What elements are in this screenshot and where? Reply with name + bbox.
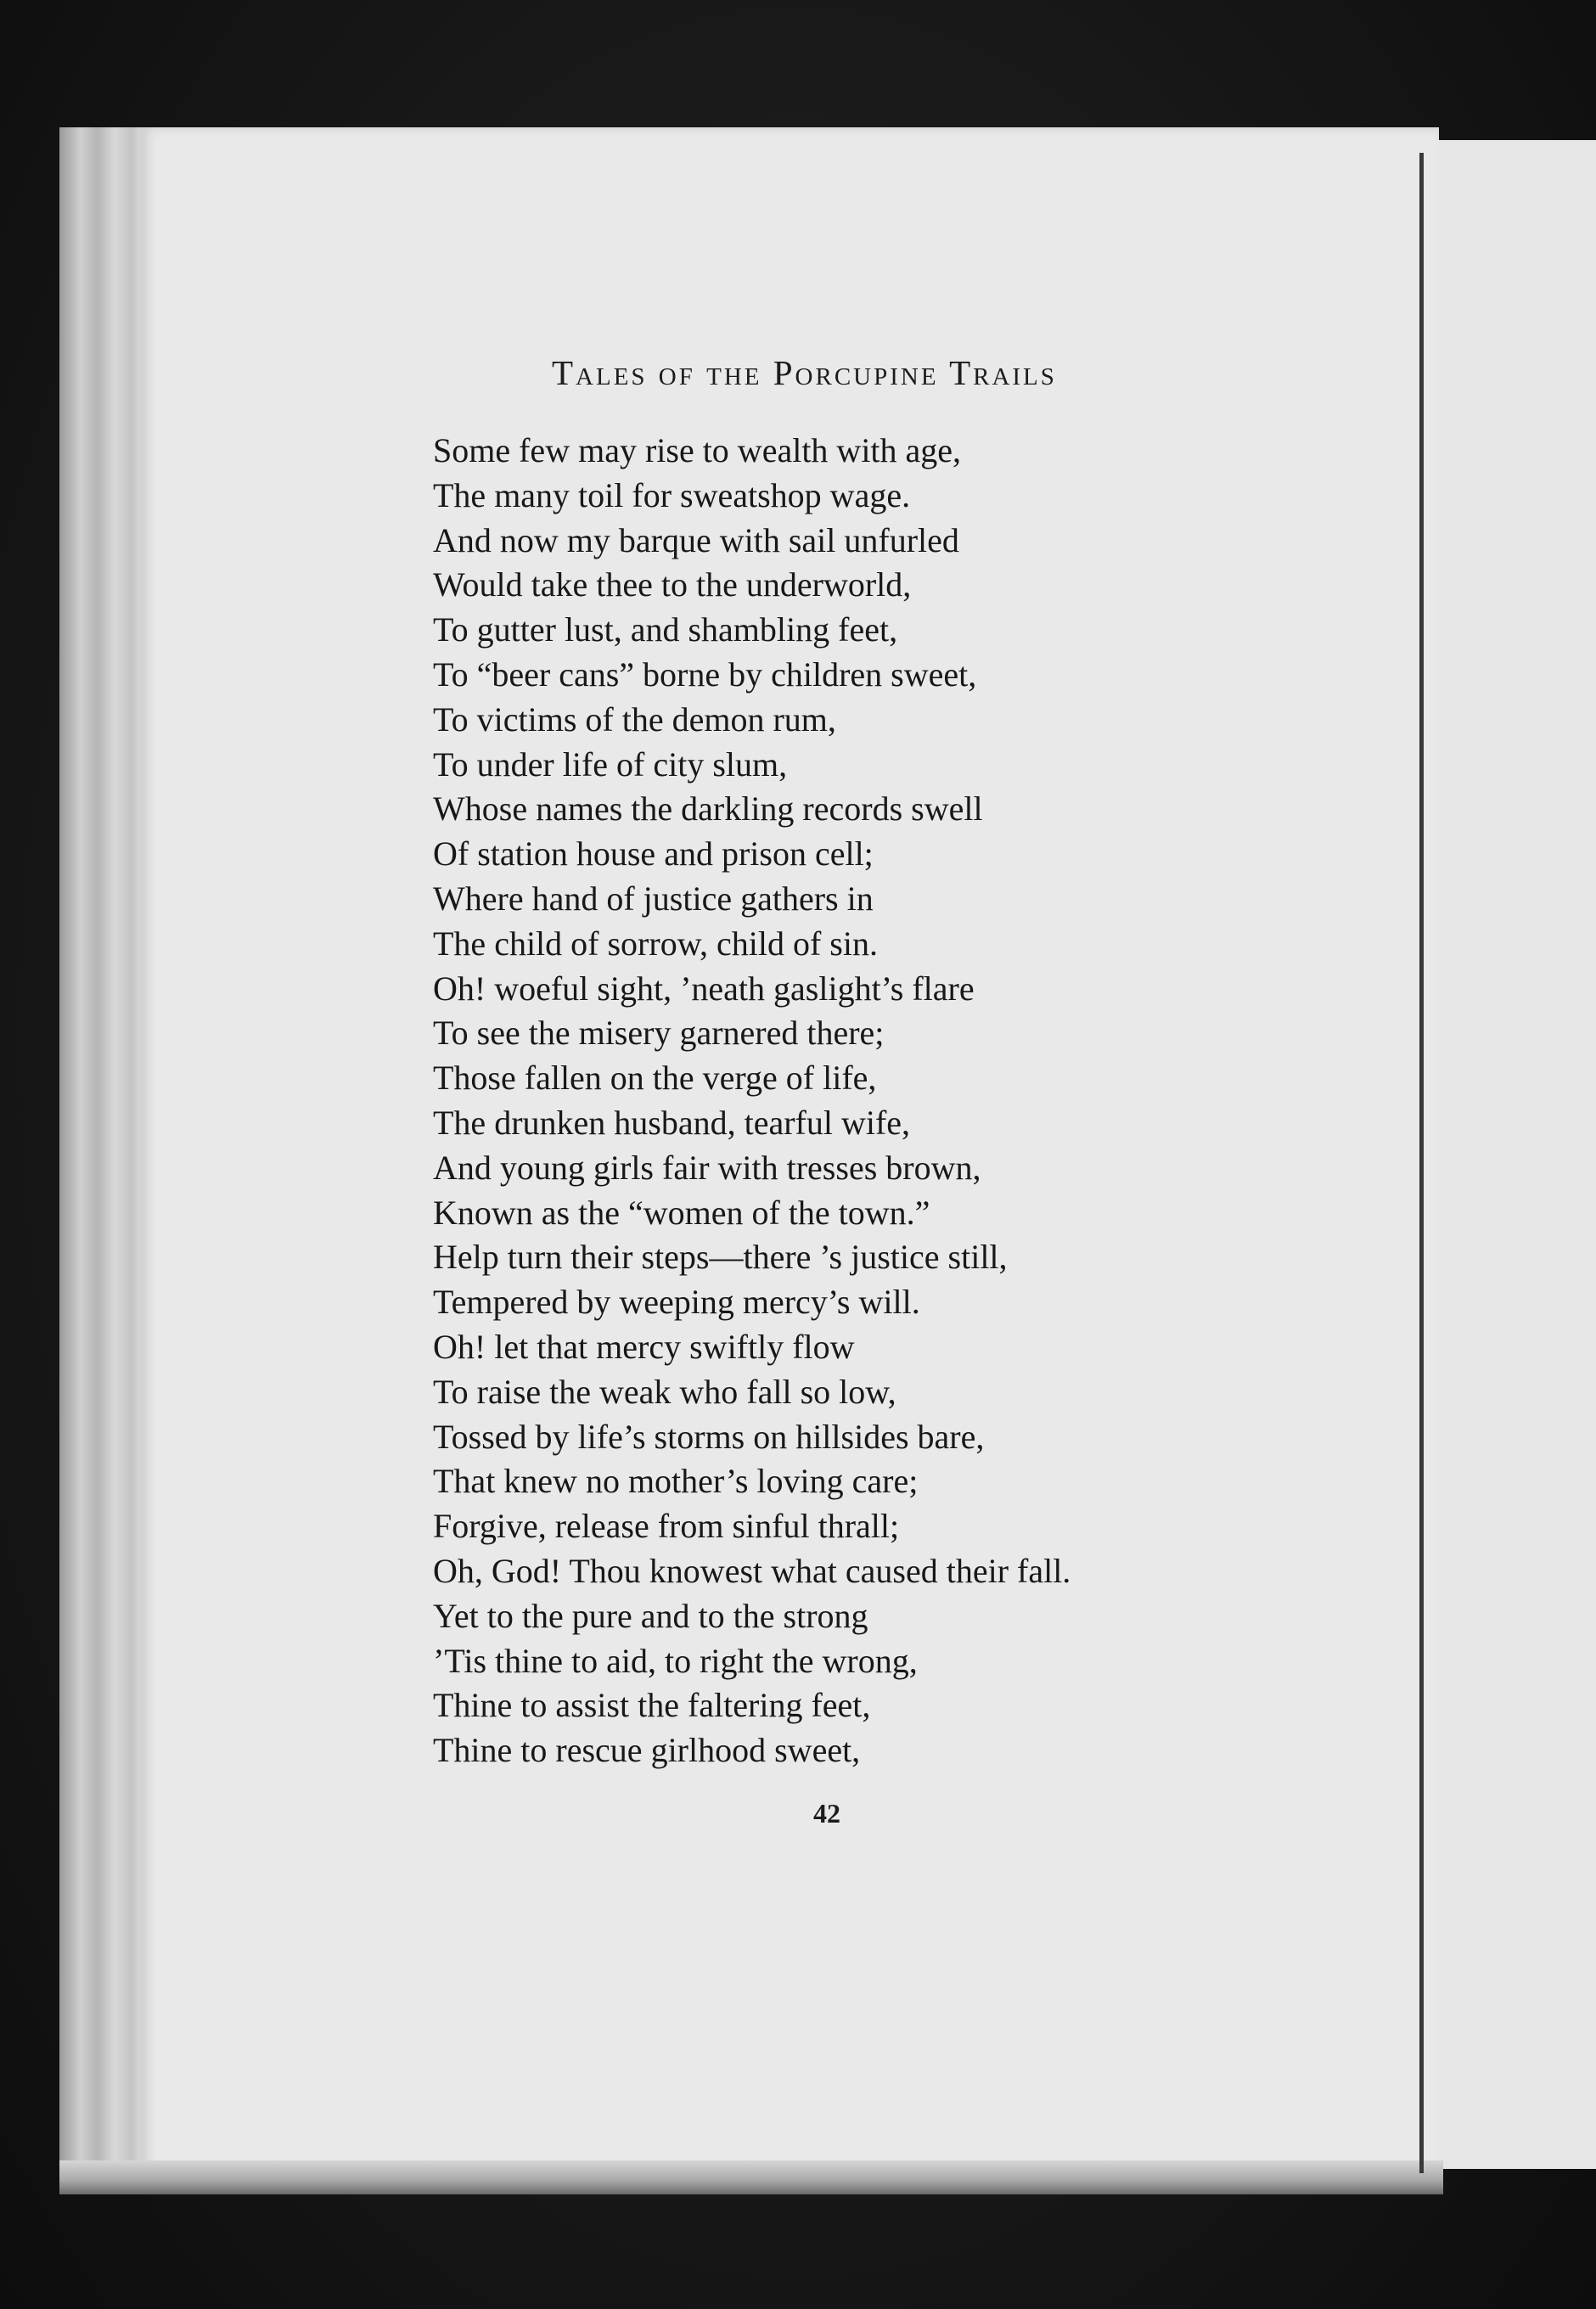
poem-line: The drunken husband, tearful wife, [433,1103,911,1142]
poem-line: To gutter lust, and shambling feet, [433,610,898,649]
poem-line: To victims of the demon rum, [433,699,836,739]
poem-line: ’Tis thine to aid, to right the wrong, [433,1641,918,1680]
poem-line: To under life of city slum, [433,744,788,784]
running-head: Tales of the Porcupine Trails [552,353,1057,392]
poem-line: Help turn their steps—there ’s justice still, [433,1238,1008,1277]
poem-line: Yet to the pure and to the strong [433,1596,868,1635]
poem-line: To “beer cans” borne by children sweet, [433,654,977,694]
poem-line: Oh! let that mercy swiftly flow [433,1327,855,1366]
page-bottom-edge [59,2160,1443,2194]
poem-line: Thine to assist the faltering feet, [433,1686,871,1725]
poem-line: The many toil for sweatshop wage. [433,475,911,514]
poem-text [433,429,1282,1773]
poem-line: Would take thee to the underworld, [433,565,912,604]
poem-line: Of station house and prison cell; [433,834,874,874]
poem-line: Tossed by life’s storms on hillsides bare, [433,1417,985,1456]
poem-line: And young girls fair with tresses brown, [433,1148,981,1187]
poem-line: Thine to rescue girlhood sweet, [433,1731,861,1770]
poem-line: Oh, God! Thou knowest what caused their fall. [433,1551,1071,1590]
page-number: 42 [813,1798,840,1829]
gutter-line [1419,153,1424,2173]
poem-line: Those fallen on the verge of life, [433,1059,877,1098]
poem-line: Whose names the darkling records swell [433,789,983,829]
poem-line: Where hand of justice gathers in [433,879,874,918]
poem-line: Tempered by weeping mercy’s will. [433,1283,920,1322]
page-stack-edge [59,127,144,2182]
poem-line: Forgive, release from sinful thrall; [433,1507,900,1546]
poem-line: To see the misery garnered there; [433,1014,885,1053]
poem-line: And now my barque with sail unfurled [433,520,959,559]
poem-line: Some few may rise to wealth with age, [433,431,962,469]
poem-line: The child of sorrow, child of sin. [433,924,878,963]
poem-line: That knew no mother’s loving care; [433,1462,919,1501]
facing-page [1435,140,1596,2169]
poem-line: To raise the weak who fall so low, [433,1372,896,1411]
poem-line: Known as the “women of the town.” [433,1193,930,1232]
poem-line: Oh! woeful sight, ’neath gaslight’s flare [433,969,975,1008]
